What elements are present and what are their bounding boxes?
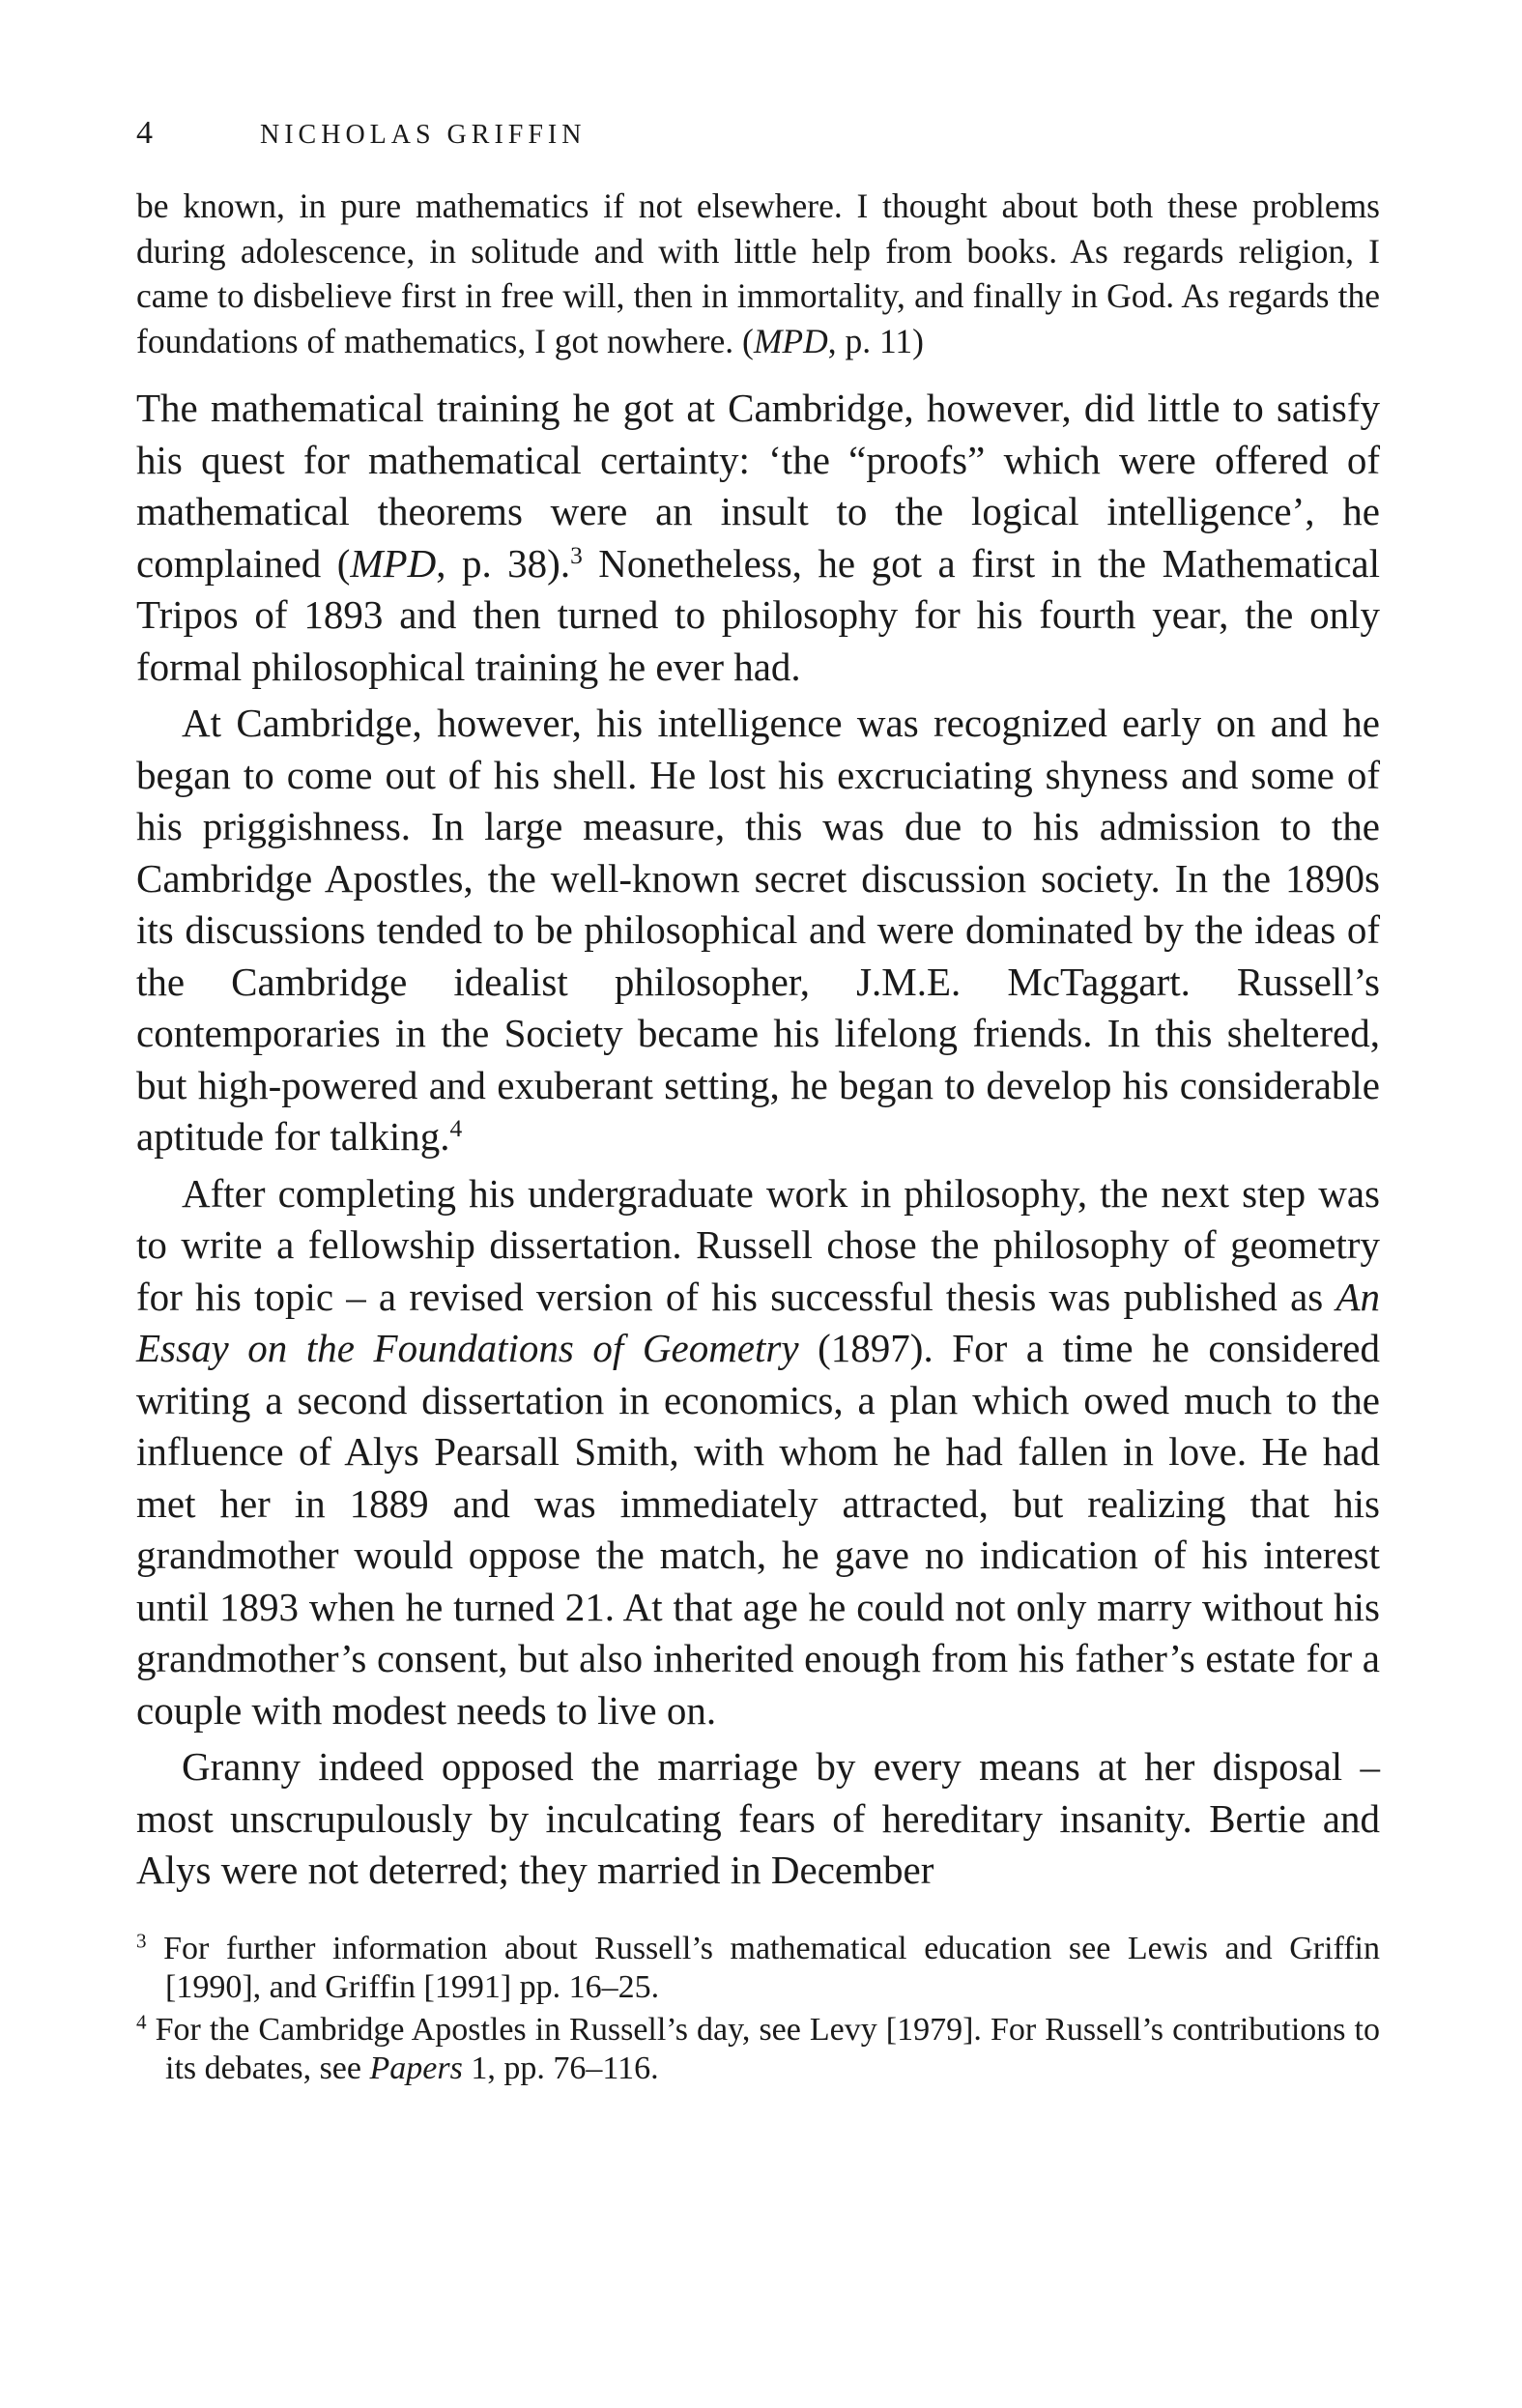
quote-text: be known, in pure mathematics if not elsewhere. I thought about both these problems during adolescence, in solitude and with little help from books. As regards religion, I came to disbelieve first in free will, then in immortality, and finally in God. As regards the foundations of mathematics, I got nowhere. ( <box>136 186 1380 360</box>
footnote-3-number: 3 <box>136 1928 147 1952</box>
running-head-author: NICHOLAS GRIFFIN <box>260 120 587 150</box>
book-page <box>136 114 1380 2092</box>
paragraph-4-text: Granny indeed opposed the marriage by every means at her disposal – most unscrupulously by inculcating fears of hereditary insanity. Bertie and Alys were not deterred; they married in December <box>136 1744 1380 1892</box>
paragraph-1-citation-title: MPD <box>350 540 437 586</box>
quote-citation-title: MPD <box>753 321 828 360</box>
paragraph-2 <box>136 698 1380 1163</box>
block-quote <box>136 184 1380 363</box>
footnote-4-text-a: For the Cambridge Apostles in Russell’s day, see Levy [1979]. For Russell’s contributions to its debates, see <box>146 2011 1380 2086</box>
paragraph-4 <box>136 1741 1380 1897</box>
paragraph-3-text-b: (1897). For a time he considered writing a second dissertation in economics, a plan which owed much to the influence of Alys Pearsall Smith, with whom he had fallen in love. He had met her in 1889 and was immediately attracted, but realizing that his grandmother would oppose the match, he gave no indication of his interest until 1893 when he turned 21. At that age he could not only marry without his grandmother’s consent, but also inherited enough from his father’s estate for a couple with modest needs to live on. <box>136 1326 1381 1733</box>
paragraph-3-book-title: An Essay on the Foundations of Geometry <box>136 1274 1380 1370</box>
paragraph-1-citation-tail: , p. 38). <box>436 540 571 586</box>
footnote-ref-3[interactable]: 3 <box>570 541 583 569</box>
paragraph-1-text-b: Nonetheless, he got a first in the Mathematical Tripos of 1893 and then turned to philosophy for his fourth year, the only formal philosophical training he ever had. <box>136 540 1381 689</box>
footnote-4-text-b: 1, pp. 76–116. <box>462 2050 659 2086</box>
paragraph-2-text: At Cambridge, however, his intelligence was recognized early on and he began to come out of his shell. He lost his excruciating shyness and some of his priggishness. In large measure, this was due to his admission to the Cambridge Apostles, the well-known secret discussion society. In the 1890s its discussions tended to be philosophical and were dominated by the ideas of the Cambridge idealist philosopher, J.M.E. McTaggart. Russell’s contemporaries in the Society became his lifelong friends. In this sheltered, but high-powered and exuberant setting, he began to develop his considerable aptitude for talking. <box>136 701 1380 1159</box>
footnote-ref-4[interactable]: 4 <box>449 1115 463 1143</box>
footnotes <box>136 1930 1380 2088</box>
footnote-3-text: For further information about Russell’s mathematical education see Lewis and Griffin [1990], and Griffin [1991] pp. 16–25. <box>146 1930 1380 2005</box>
footnote-3 <box>136 1930 1380 2007</box>
footnote-4 <box>136 2011 1380 2088</box>
paragraph-1 <box>136 383 1380 693</box>
page-number: 4 <box>136 115 153 151</box>
paragraph-3-text-a: After completing his undergraduate work in philosophy, the next step was to write a fellowship dissertation. Russell chose the philosophy of geometry for his topic – a revised version of his successful thesis was published as <box>136 1170 1380 1319</box>
running-head <box>136 114 1380 153</box>
footnote-4-number: 4 <box>136 2009 147 2033</box>
paragraph-1-text-a: The mathematical training he got at Cambridge, however, did little to satisfy his quest for mathematical certainty: ‘the “proofs” which were offered of mathematical theorems were an insult to the logical intelligence’, he complained ( <box>136 386 1380 586</box>
quote-citation-tail: , p. 11) <box>827 321 924 360</box>
paragraph-3 <box>136 1168 1380 1737</box>
footnote-4-title: Papers <box>369 2050 463 2086</box>
